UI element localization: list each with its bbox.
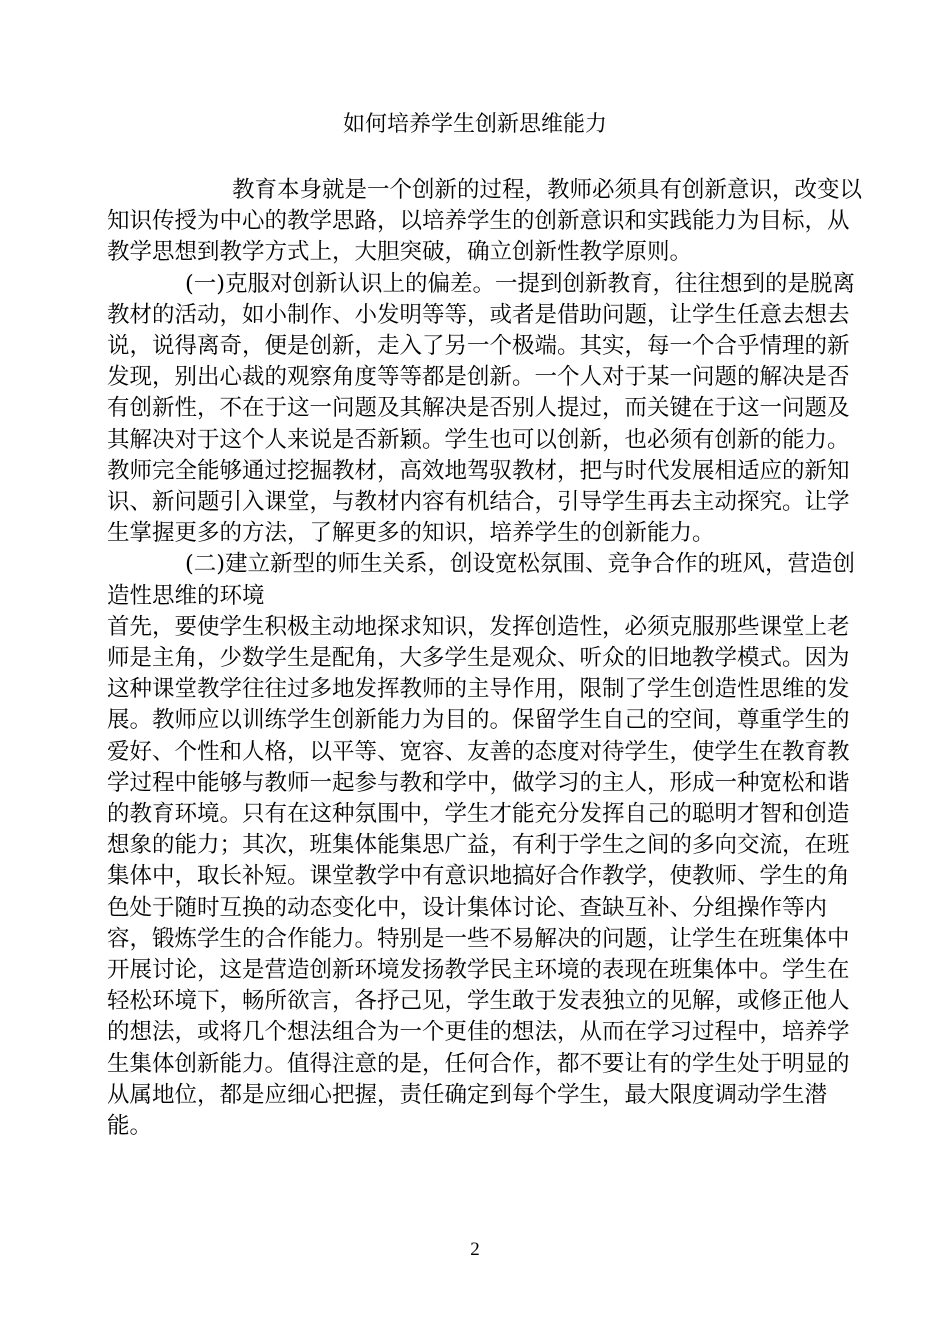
section-two-heading: (二)建立新型的师生关系，创设宽松氛围、竞争合作的班风，营造创造性思维的环境 [107,551,856,609]
section-two-paragraph: 首先，要使学生积极主动地探求知识，发挥创造性，必须克服那些课堂上老师是主角，少数学生是配角，大多学生是观众、听众的旧地教学模式。因为这种课堂教学往往过多地发挥教师的主导作用，限制了学生创造性思维的发展。教师应以训练学生创新能力为目的。保留学生自己的空间，尊重学生的爱好、个性和人格，以平等、宽容、友善的态度对待学生，使学生在教育教学过程中能够与教师一起参与教和学中，做学习的主人，形成一种宽松和谐的教育环境。只有在这种氛围中，学生才能充分发挥自己的聪明才智和创造想象的能力；其次，班集体能集思广益，有利于学生之间的多向交流，在班集体中，取长补短。课堂教学中有意识地搞好合作教学，使教师、学生的角色处于随时互换的动态变化中，设计集体讨论、查缺互补、分组操作等内容，锻炼学生的合作能力。特别是一些不易解决的问题，让学生在班集体中开展讨论，这是营造创新环境发扬教学民主环境的表现在班集体中。学生在轻松环境下，畅所欲言，各抒己见，学生敢于发表独立的见解，或修正他人的想法，或将几个想法组合为一个更佳的想法，从而在学习过程中，培养学生集体创新能力。值得注意的是，任何合作，都不要让有的学生处于明显的从属地位，都是应细心把握，责任确定到每个学生，最大限度调动学生潜能。 [107,613,850,1140]
document-body [107,175,867,1142]
document-title: 如何培养学生创新思维能力 [342,112,607,137]
section-one-paragraph: (一)克服对创新认识上的偏差。一提到创新教育，往往想到的是脱离教材的活动，如小制作、小发明等等，或者是借助问题，让学生任意去想去说，说得离奇，便是创新，走入了另一个极端。其实，每一个合乎情理的新发现，别出心裁的观察角度等等都是创新。一个人对于某一问题的解决是否有创新性，不在于这一问题及其解决是否别人提过，而关键在于这一问题及其解决对于这个人来说是否新颖。学生也可以创新，也必须有创新的能力。教师完全能够通过挖掘教材，高效地驾驭教材，把与时代发展相适应的新知识、新问题引入课堂，与教材内容有机结合，引导学生再去主动探究。让学生掌握更多的方法，了解更多的知识，培养学生的创新能力。 [107,270,856,547]
page-number: 2 [470,1239,480,1260]
intro-paragraph: 教育本身就是一个创新的过程，教师必须具有创新意识，改变以知识传授为中心的教学思路，以培养学生的创新意识和实践能力为目标，从教学思想到教学方式上，大胆突破，确立创新性教学原则。 [107,177,863,266]
